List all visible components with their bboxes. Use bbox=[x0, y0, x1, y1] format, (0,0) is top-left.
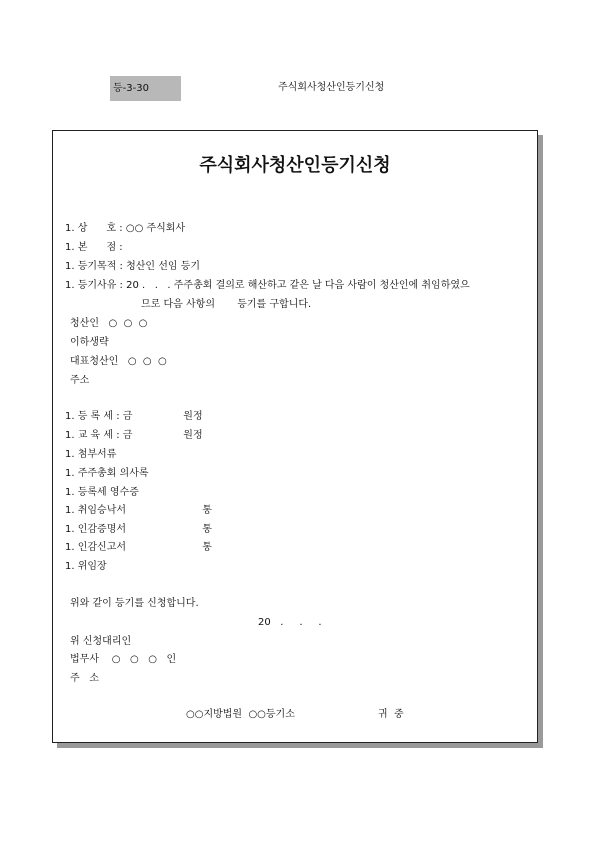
document-title: 주식회사청산인등기신청 bbox=[199, 155, 391, 176]
addressee-honorific: 귀 중 bbox=[378, 709, 404, 720]
closing-address: 주 소 bbox=[70, 673, 99, 684]
attachment-receipt: 1. 등록세 영수증 bbox=[65, 487, 139, 498]
closing-date: 20 . . . bbox=[258, 617, 322, 628]
attachment-minutes: 1. 주주총회 의사록 bbox=[65, 468, 149, 479]
attachment-power-of-attorney: 1. 위임장 bbox=[65, 561, 107, 572]
address-line: 주소 bbox=[70, 375, 90, 386]
attachment-acceptance: 1. 취임승낙서 통 bbox=[65, 505, 212, 516]
document-form bbox=[52, 130, 538, 743]
purpose-line: 1. 등기목적 : 청산인 선임 등기 bbox=[65, 261, 201, 272]
addressee-court: ○○지방법원 ○○등기소 bbox=[186, 709, 295, 720]
agent-label: 위 신청대리인 bbox=[70, 636, 132, 647]
rep-liquidator-line: 대표청산인 ○ ○ ○ bbox=[70, 356, 167, 367]
attachment-seal-cert: 1. 인감증명서 통 bbox=[65, 524, 212, 535]
omitted-line: 이하생략 bbox=[70, 337, 109, 348]
registration-tax-line: 1. 등 록 세 : 금 원정 bbox=[65, 411, 203, 422]
branch-line: 1. 본 점 : bbox=[65, 242, 123, 253]
form-code-label: 등-3-30 bbox=[110, 76, 181, 101]
reason-line-2: 므로 다음 사항의 등기를 구합니다. bbox=[141, 299, 312, 310]
attachments-header: 1. 첨부서류 bbox=[65, 449, 117, 460]
trade-name-line: 1. 상 호 : ○○ 주식회사 bbox=[65, 223, 186, 234]
closing-statement: 위와 같이 등기를 신청합니다. bbox=[70, 598, 199, 609]
liquidator-line: 청산인 ○ ○ ○ bbox=[70, 318, 148, 329]
header-title: 주식회사청산인등기신청 bbox=[278, 82, 385, 93]
education-tax-line: 1. 교 육 세 : 금 원정 bbox=[65, 430, 203, 441]
reason-line-1: 1. 등기사유 : 20 . . . 주주총회 결의로 해산하고 같은 날 다음 사람이 청산인에 취임하였으 bbox=[65, 280, 470, 291]
lawyer-line: 법무사 ○ ○ ○ 인 bbox=[70, 654, 177, 665]
attachment-seal-report: 1. 인감신고서 통 bbox=[65, 542, 212, 553]
